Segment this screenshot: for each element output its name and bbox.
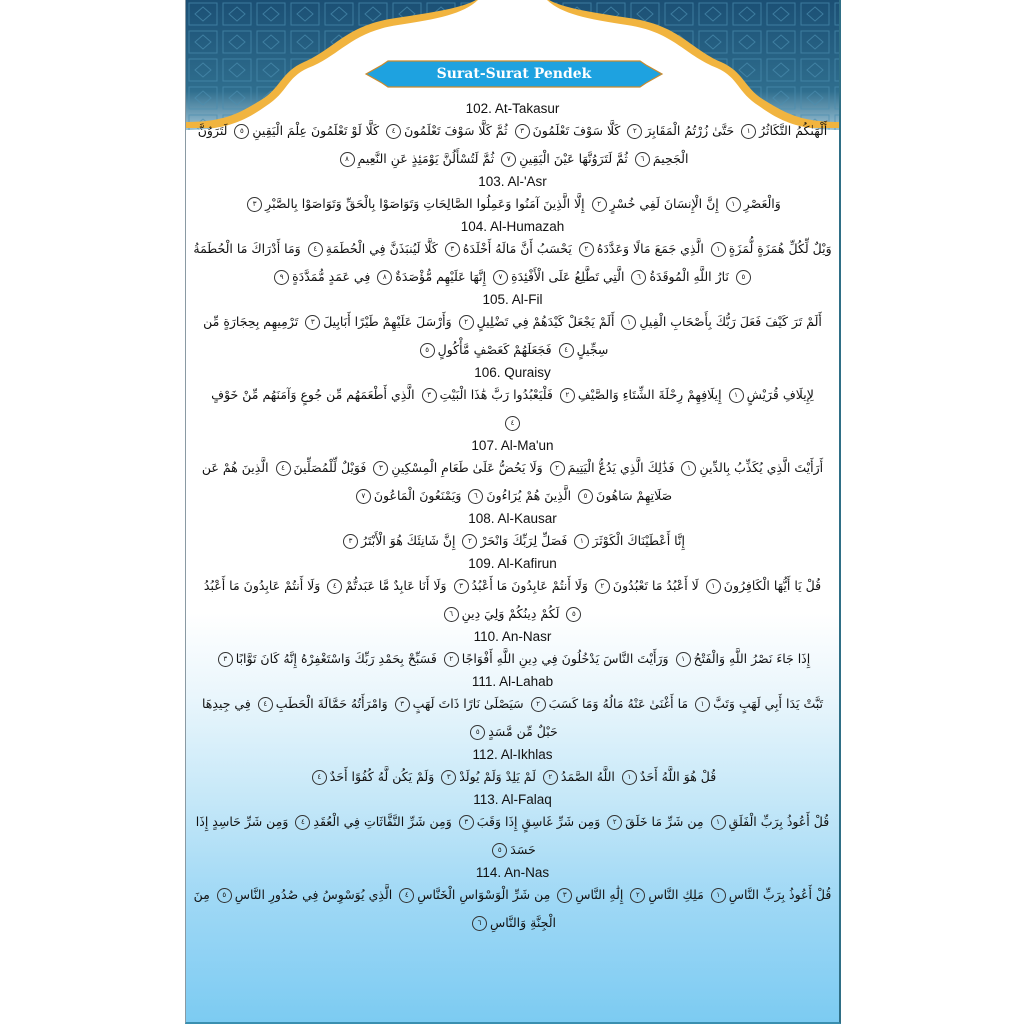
verse-number-marker: ٥ xyxy=(217,888,232,903)
ayat-line xyxy=(186,454,839,482)
ayat-line xyxy=(186,145,839,173)
surah-title: 108. Al-Kausar xyxy=(468,511,557,526)
verse-number-marker: ٣ xyxy=(454,579,469,594)
verse-number-marker: ٣ xyxy=(343,534,358,549)
surah-section xyxy=(186,364,839,437)
verse-number-marker: ١ xyxy=(574,534,589,549)
verse-number-marker: ٨ xyxy=(377,270,392,285)
ayat-text: إِنَّ الْإِنسَانَ لَفِي خُسْرٍ xyxy=(609,196,719,211)
verse-number-marker: ٣ xyxy=(557,888,572,903)
verse-number-marker: ٦ xyxy=(444,607,459,622)
ayat-text: وَرَأَيْتَ النَّاسَ يَدْخُلُونَ فِي دِينِ اللَّهِ أَفْوَاجًا xyxy=(461,651,669,666)
verse-number-marker: ٢ xyxy=(595,579,610,594)
ayat-text: فِي عَمَدٍ مُّمَدَّدَةٍ xyxy=(292,269,371,284)
ayat-text: الَّذِي أَطْعَمَهُم مِّن جُوعٍ وَآمَنَهُم مِّنْ خَوْفٍ xyxy=(211,387,415,402)
poster xyxy=(185,0,841,1024)
surah-section xyxy=(186,100,839,173)
ayat-text: وَمِن شَرِّ حَاسِدٍ إِذَا xyxy=(195,814,289,829)
ayat-line xyxy=(186,836,839,864)
title-banner xyxy=(364,60,664,88)
ayat-text: إِيلَافِهِمْ رِحْلَةَ الشِّتَاءِ وَالصَّيْفِ xyxy=(577,387,722,402)
verse-number-marker: ٤ xyxy=(295,815,310,830)
ayat-text: وَلَا أَنَا عَابِدٌ مَّا عَبَدتُّمْ xyxy=(345,578,447,593)
ayat-text: وَمِن شَرِّ غَاسِقٍ إِذَا وَقَبَ xyxy=(476,814,601,829)
ayat-text: لَمْ يَلِدْ وَلَمْ يُولَدْ xyxy=(459,769,536,784)
surah-section xyxy=(186,628,839,673)
verse-number-marker: ١ xyxy=(711,888,726,903)
ayat-text: لَا أَعْبُدُ مَا تَعْبُدُونَ xyxy=(612,578,699,593)
ayat-text: سَيَصْلَىٰ نَارًا ذَاتَ لَهَبٍ xyxy=(412,696,524,711)
verse-number-marker: ١ xyxy=(676,652,691,667)
verse-number-marker: ٢ xyxy=(543,770,558,785)
ayat-text: قُلْ أَعُوذُ بِرَبِّ النَّاسِ xyxy=(728,887,832,902)
verse-number-marker: ٣ xyxy=(373,461,388,476)
ayat-text: تَرْمِيهِم بِحِجَارَةٍ مِّن xyxy=(203,314,299,329)
surah-section xyxy=(186,555,839,628)
verse-number-marker: ٣ xyxy=(445,242,460,257)
surah-section xyxy=(186,864,839,937)
verse-number-marker: ٥ xyxy=(470,725,485,740)
ayat-text: إِنَّهَا عَلَيْهِم مُّؤْصَدَةٌ xyxy=(395,269,487,284)
ayat-text: حَبْلٌ مِّن مَّسَدٍ xyxy=(488,724,558,739)
verse-number-marker: ٦ xyxy=(635,152,650,167)
ayat-text: إِنَّ شَانِئَكَ هُوَ الْأَبْتَرُ xyxy=(361,533,456,548)
ayat-text: أَلَمْ تَرَ كَيْفَ فَعَلَ رَبُّكَ بِأَصْحَابِ الْفِيلِ xyxy=(639,314,822,329)
verse-number-marker: ٢ xyxy=(560,388,575,403)
surah-section xyxy=(186,437,839,510)
ayat-line xyxy=(186,190,839,218)
surah-title: 107. Al-Ma'un xyxy=(471,438,554,453)
ayat-text: قُلْ يَا أَيُّهَا الْكَافِرُونَ xyxy=(723,578,822,593)
ayat-text: وَالْعَصْرِ xyxy=(743,196,781,211)
ayat-text: مِن شَرِّ مَا خَلَقَ xyxy=(625,814,704,829)
ayat-line xyxy=(186,381,839,409)
ayat-text: يَحْسَبُ أَنَّ مَالَهُ أَخْلَدَهُ xyxy=(462,241,572,256)
verse-number-marker: ٧ xyxy=(501,152,516,167)
verse-number-marker: ٥ xyxy=(234,124,249,139)
ayat-line xyxy=(186,117,839,145)
ayat-line xyxy=(186,909,839,937)
surah-title: 111. Al-Lahab xyxy=(471,674,554,689)
ayat-text: فَصَلِّ لِرَبِّكَ وَانْحَرْ xyxy=(480,533,568,548)
verse-number-marker: ٤ xyxy=(258,697,273,712)
surah-title: 102. At-Takasur xyxy=(465,101,560,116)
verse-number-marker: ٢ xyxy=(627,124,642,139)
ayat-line xyxy=(186,645,839,673)
ayat-text: قُلْ أَعُوذُ بِرَبِّ الْفَلَقِ xyxy=(728,814,830,829)
surah-title: 104. Al-Humazah xyxy=(460,219,565,234)
surah-title: 106. Quraisy xyxy=(474,365,551,380)
ayat-text: الْجَحِيمَ xyxy=(652,151,689,166)
verse-number-marker: ٧ xyxy=(356,489,371,504)
ayat-text: حَسَدَ xyxy=(510,842,536,857)
ayat-text: الَّذِينَ هُمْ عَن xyxy=(201,460,269,475)
ayat-line xyxy=(186,572,839,600)
ayat-text: صَلَاتِهِمْ سَاهُونَ xyxy=(596,488,673,503)
verse-number-marker: ٢ xyxy=(462,534,477,549)
page-title: Surat-Surat Pendek xyxy=(436,66,592,82)
ayat-line xyxy=(186,600,839,628)
ayat-text: مَلِكِ النَّاسِ xyxy=(648,887,704,902)
verse-number-marker: ٤ xyxy=(399,888,414,903)
verse-number-marker: ٦ xyxy=(472,916,487,931)
surah-title: 112. Al-Ikhlas xyxy=(472,747,553,762)
ayat-text: مِن شَرِّ الْوَسْوَاسِ الْخَنَّاسِ xyxy=(417,887,551,902)
ayat-text: وَلَا أَنتُمْ عَابِدُونَ مَا أَعْبُدُ xyxy=(471,578,588,593)
verse-number-marker: ٥ xyxy=(736,270,751,285)
ayat-text: مِنَ xyxy=(193,887,210,902)
ayat-text: ثُمَّ لَتَرَوُنَّهَا عَيْنَ الْيَقِينِ xyxy=(519,151,628,166)
verse-number-marker: ٣ xyxy=(441,770,456,785)
verse-number-marker: ٥ xyxy=(578,489,593,504)
ayat-text: لَتَرَوُنَّ xyxy=(197,123,228,138)
ayat-text: إِنَّا أَعْطَيْنَاكَ الْكَوْثَرَ xyxy=(592,533,685,548)
verse-number-marker: ٣ xyxy=(247,197,262,212)
ayat-text: إِلَّا الَّذِينَ آمَنُوا وَعَمِلُوا الصَّالِحَاتِ وَتَوَاصَوْا بِالْحَقِّ وَتَوَاصَوْا بِالصَّبْرِ xyxy=(265,196,585,211)
ayat-text: فِي جِيدِهَا xyxy=(201,696,251,711)
surah-title: 105. Al-Fil xyxy=(482,292,543,307)
verse-number-marker: ١ xyxy=(622,770,637,785)
verse-number-marker: ٤ xyxy=(559,343,574,358)
verse-number-marker: ٢ xyxy=(459,315,474,330)
surah-list xyxy=(186,100,839,937)
ayat-text: كَلَّا لَوْ تَعْلَمُونَ عِلْمَ الْيَقِينِ xyxy=(252,123,380,138)
verse-number-marker: ٥ xyxy=(492,843,507,858)
ayat-text: وَلَا يَحُضُّ عَلَىٰ طَعَامِ الْمِسْكِينِ xyxy=(391,460,543,475)
verse-number-marker: ١ xyxy=(729,388,744,403)
verse-number-marker: ١ xyxy=(726,197,741,212)
ayat-text: وَيْلٌ لِّكُلِّ هُمَزَةٍ لُّمَزَةٍ xyxy=(728,241,832,256)
ayat-text: ثُمَّ لَتُسْأَلُنَّ يَوْمَئِذٍ عَنِ النَّعِيمِ xyxy=(357,151,495,166)
verse-number-marker: ٥ xyxy=(420,343,435,358)
verse-number-marker: ٣ xyxy=(395,697,410,712)
surah-title: 114. An-Nas xyxy=(475,865,550,880)
surah-section xyxy=(186,218,839,291)
verse-number-marker: ٧ xyxy=(493,270,508,285)
ayat-text: تَبَّتْ يَدَا أَبِي لَهَبٍ وَتَبَّ xyxy=(713,696,823,711)
ayat-text: مَا أَغْنَىٰ عَنْهُ مَالُهُ وَمَا كَسَبَ xyxy=(548,696,689,711)
surah-section xyxy=(186,791,839,864)
verse-number-marker: ١ xyxy=(706,579,721,594)
ayat-line xyxy=(186,763,839,791)
verse-number-marker: ١ xyxy=(711,242,726,257)
verse-number-marker: ٣ xyxy=(422,388,437,403)
verse-number-marker: ٤ xyxy=(276,461,291,476)
ayat-text: الْجِنَّةِ وَالنَّاسِ xyxy=(490,915,556,930)
verse-number-marker: ١ xyxy=(695,697,710,712)
surah-section xyxy=(186,291,839,364)
verse-number-marker: ٢ xyxy=(630,888,645,903)
verse-number-marker: ٢ xyxy=(592,197,607,212)
ayat-text: ثُمَّ كَلَّا سَوْفَ تَعْلَمُونَ xyxy=(404,123,508,138)
ayat-line xyxy=(186,336,839,364)
ayat-text: وَمِن شَرِّ النَّفَّاثَاتِ فِي الْعُقَدِ xyxy=(313,814,452,829)
verse-number-marker: ٦ xyxy=(631,270,646,285)
ayat-text: الَّتِي تَطَّلِعُ عَلَى الْأَفْئِدَةِ xyxy=(511,269,625,284)
verse-number-marker: ٢ xyxy=(531,697,546,712)
verse-number-marker: ١ xyxy=(621,315,636,330)
ayat-line xyxy=(186,235,839,263)
surah-section xyxy=(186,510,839,555)
verse-number-marker: ٣ xyxy=(218,652,233,667)
ayat-line xyxy=(186,263,839,291)
ayat-text: فَذَٰلِكَ الَّذِي يَدُعُّ الْيَتِيمَ xyxy=(567,460,675,475)
ayat-text: وَمَا أَدْرَاكَ مَا الْحُطَمَةُ xyxy=(193,241,301,256)
ayat-line xyxy=(186,690,839,718)
verse-number-marker: ٣ xyxy=(459,815,474,830)
ayat-text: إِلَٰهِ النَّاسِ xyxy=(575,887,624,902)
ayat-text: وَيَمْنَعُونَ الْمَاعُونَ xyxy=(373,488,462,503)
ayat-line xyxy=(186,409,839,437)
verse-number-marker: ٤ xyxy=(505,416,520,431)
verse-number-marker: ٩ xyxy=(274,270,289,285)
ayat-text: وَلَمْ يَكُن لَّهُ كُفُوًا أَحَدٌ xyxy=(329,769,435,784)
verse-number-marker: ٢ xyxy=(444,652,459,667)
ayat-line xyxy=(186,808,839,836)
surah-title: 113. Al-Falaq xyxy=(473,792,552,807)
verse-number-marker: ٤ xyxy=(327,579,342,594)
ayat-text: سِجِّيلٍ xyxy=(576,342,609,357)
ayat-text: فَسَبِّحْ بِحَمْدِ رَبِّكَ وَاسْتَغْفِرْهُ إِنَّهُ كَانَ تَوَّابًا xyxy=(235,651,437,666)
verse-number-marker: ٢ xyxy=(550,461,565,476)
ayat-text: وَامْرَأَتُهُ حَمَّالَةَ الْحَطَبِ xyxy=(275,696,388,711)
verse-number-marker: ١ xyxy=(681,461,696,476)
ayat-text: أَرَأَيْتَ الَّذِي يُكَذِّبُ بِالدِّينِ xyxy=(699,460,824,475)
surah-title: 103. Al-'Asr xyxy=(478,174,547,189)
verse-number-marker: ٣ xyxy=(515,124,530,139)
verse-number-marker: ١ xyxy=(741,124,756,139)
ayat-text: فَلْيَعْبُدُوا رَبَّ هَٰذَا الْبَيْتِ xyxy=(439,387,553,402)
verse-number-marker: ٤ xyxy=(386,124,401,139)
ayat-text: فَجَعَلَهُمْ كَعَصْفٍ مَّأْكُولٍ xyxy=(437,342,552,357)
ayat-text: الَّذِي جَمَعَ مَالًا وَعَدَّدَهُ xyxy=(596,241,704,256)
ayat-text: اللَّهُ الصَّمَدُ xyxy=(560,769,615,784)
ayat-line xyxy=(186,881,839,909)
ayat-text: نَارُ اللَّهِ الْمُوقَدَةُ xyxy=(649,269,729,284)
ayat-line xyxy=(186,718,839,746)
ayat-line xyxy=(186,527,839,555)
verse-number-marker: ٤ xyxy=(312,770,327,785)
verse-number-marker: ٨ xyxy=(340,152,355,167)
surah-section xyxy=(186,746,839,791)
ayat-text: لَكُمْ دِينُكُمْ وَلِيَ دِينِ xyxy=(461,606,560,621)
verse-number-marker: ٥ xyxy=(566,607,581,622)
ayat-text: وَأَرْسَلَ عَلَيْهِمْ طَيْرًا أَبَابِيلَ xyxy=(323,314,452,329)
ayat-text: وَلَا أَنتُمْ عَابِدُونَ مَا أَعْبُدُ xyxy=(203,578,321,593)
verse-number-marker: ٣ xyxy=(305,315,320,330)
ayat-text: كَلَّا لَيُنبَذَنَّ فِي الْحُطَمَةِ xyxy=(325,241,438,256)
ayat-text: فَوَيْلٌ لِّلْمُصَلِّينَ xyxy=(293,460,367,475)
verse-number-marker: ٢ xyxy=(579,242,594,257)
verse-number-marker: ٦ xyxy=(468,489,483,504)
surah-section xyxy=(186,673,839,746)
surah-title: 109. Al-Kafirun xyxy=(468,556,557,571)
ayat-line xyxy=(186,308,839,336)
surah-title: 110. An-Nasr xyxy=(473,629,552,644)
verse-number-marker: ١ xyxy=(711,815,726,830)
ayat-text: حَتَّىٰ زُرْتُمُ الْمَقَابِرَ xyxy=(645,123,735,138)
ayat-text: الَّذِي يُوَسْوِسُ فِي صُدُورِ النَّاسِ xyxy=(234,887,393,902)
ayat-text: أَلْهَىٰكُمُ التَّكَاثُرُ xyxy=(759,123,828,138)
surah-section xyxy=(186,173,839,218)
ayat-text: قُلْ هُوَ اللَّهُ أَحَدٌ xyxy=(639,769,717,784)
ayat-text: الَّذِينَ هُمْ يُرَاءُونَ xyxy=(486,488,572,503)
verse-number-marker: ٢ xyxy=(607,815,622,830)
ayat-text: أَلَمْ يَجْعَلْ كَيْدَهُمْ فِي تَضْلِيلٍ xyxy=(476,314,615,329)
verse-number-marker: ٤ xyxy=(308,242,323,257)
ayat-text: كَلَّا سَوْفَ تَعْلَمُونَ xyxy=(532,123,621,138)
ayat-text: إِذَا جَاءَ نَصْرُ اللَّهِ وَالْفَتْحُ xyxy=(693,651,811,666)
ayat-line xyxy=(186,482,839,510)
ayat-text: لِإِيلَافِ قُرَيْشٍ xyxy=(746,387,814,402)
